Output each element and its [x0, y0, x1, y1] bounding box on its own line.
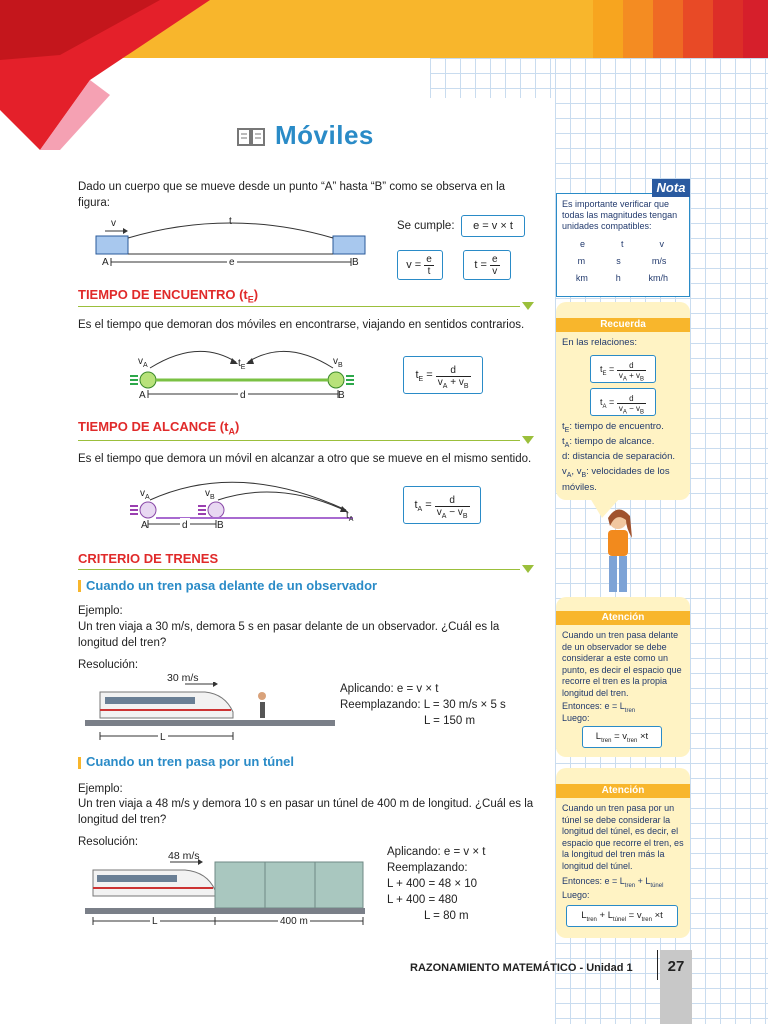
label-A: A — [139, 390, 146, 401]
alcance-text: Es el tiempo que demora un móvil en alcanzar a otro que se mueve en el mismo sentido. — [78, 453, 532, 465]
label-B: B — [338, 390, 345, 401]
book-icon — [237, 126, 267, 148]
label-t: t — [229, 216, 232, 227]
formula-tunel: $L_{tren} + L_{túnel} = v_{tren} \times t$ — [566, 905, 678, 927]
section-divider — [78, 569, 520, 570]
formula-tE: $t_E$ = $\frac{d}{v_A + v_B}$ — [590, 355, 656, 383]
aplicando-text: Aplicando: e = v × t — [387, 846, 486, 858]
section-divider — [78, 306, 520, 307]
alcance-diagram — [128, 478, 358, 534]
triangle-icon — [522, 302, 534, 310]
glossary-v: $v_A$, $v_B$: velocidades de los móviles. — [562, 466, 670, 493]
atencion-entonces: Entonces: $e = L_{tren}$ — [562, 701, 636, 714]
nota-text: Es importante verificar que todas las magnitudes tengan unidades compatibles: — [562, 199, 678, 231]
train-tunnel-diagram — [85, 858, 365, 928]
label-vB: $v_B$ — [333, 356, 343, 369]
label-tA: $t_A$ — [346, 510, 354, 523]
label-vB: $v_B$ — [205, 488, 215, 501]
atencion-header: Atención — [556, 611, 690, 625]
footer-divider — [657, 950, 658, 980]
header-stripe — [683, 0, 713, 58]
section-title-trenes: CRITERIO DE TRENES — [78, 551, 219, 566]
label-v: v — [111, 218, 116, 229]
triangle-icon — [522, 565, 534, 573]
resolucion-label: Resolución: — [78, 659, 139, 671]
label-vA: $v_A$ — [140, 488, 150, 501]
triangle-icon — [522, 436, 534, 444]
formula-tA: $t_A$ = $\frac{d}{v_A - v_B}$ — [590, 388, 656, 416]
resolucion-label: Resolución: — [78, 836, 139, 848]
label-A: A — [141, 520, 148, 531]
speed-label: 30 m/s — [167, 672, 199, 684]
atencion-luego: Luego: — [562, 713, 590, 723]
section-title-alcance: TIEMPO DE ALCANCE $(t_A)$ — [78, 419, 240, 437]
result-text: L = 150 m — [424, 715, 476, 727]
glossary-tA: $t_A$: tiempo de alcance. — [562, 436, 655, 449]
header-stripe — [623, 0, 653, 58]
label-vA: $v_A$ — [138, 356, 148, 369]
reemplazando-text: Reemplazando: L = 30 m/s × 5 s — [340, 699, 506, 711]
label-tunnel-length: 400 m — [278, 914, 310, 930]
formula-v: v = $\frac{e}{t}$ — [397, 250, 443, 280]
label-tE: $t_E$ — [238, 358, 246, 371]
atencion-luego: Luego: — [562, 890, 590, 900]
nota-row: e t v — [579, 239, 664, 249]
formula-tA: $t_A$ = $\frac{d}{v_A - v_B}$ — [403, 486, 481, 524]
recuerda-intro: En las relaciones: — [562, 337, 637, 348]
subsection-title-observador: Cuando un tren pasa delante de un observador — [86, 578, 378, 593]
atencion-text: Cuando un tren pasa por un túnel se debe considerar la longitud del túnel, es decir, el espacio que recorre el tren, es la longitud del tren más la longitud del túnel. — [562, 803, 684, 871]
subsection-marker — [78, 580, 81, 592]
footer-text: RAZONAMIENTO MATEMÁTICO - Unidad 1 — [410, 962, 633, 974]
header-stripe — [653, 0, 683, 58]
label-e: e — [227, 255, 237, 271]
label-A: A — [102, 257, 109, 268]
formula-e: e = v × t — [461, 215, 525, 237]
atencion-entonces: Entonces: $e = L_{tren} + L_{túnel}$ — [562, 876, 664, 889]
ejemplo-label: Ejemplo: — [78, 783, 123, 795]
label-B: B — [217, 520, 224, 531]
subsection-marker — [78, 757, 81, 769]
ejemplo-text: Un tren viaja a 48 m/s y demora 10 s en pasar un túnel de 400 m de longitud. ¿Cuál es la longitud del tren? — [78, 798, 534, 826]
label-d: d — [238, 388, 248, 404]
nota-row: m s m/s — [577, 256, 667, 266]
header-stripe — [593, 0, 623, 58]
encuentro-text: Es el tiempo que demoran dos móviles en encontrarse, viajando en sentidos contrarios. — [78, 319, 525, 331]
ejemplo-text: Un tren viaja a 30 m/s, demora 5 s en pasar delante de un observador. ¿Cuál es la longitud del tren? — [78, 621, 500, 649]
atencion-header: Atención — [556, 784, 690, 798]
glossary-tE: $t_E$: tiempo de encuentro. — [562, 421, 664, 434]
aplicando-text: Aplicando: e = v × t — [340, 683, 439, 695]
formula-tren: $L_{tren} = v_{tren} \times t$ — [582, 726, 662, 748]
atencion-text: Cuando un tren pasa delante de un observador se debe considerar a este como un punto, es decir el espacio que recorre el tren es la propia longitud del tren. — [562, 630, 682, 698]
speed-label: 48 m/s — [168, 850, 200, 862]
page-number: 27 — [667, 958, 685, 975]
formula-tE: $t_E$ = $\frac{d}{v_A + v_B}$ — [403, 356, 483, 394]
label-B: B — [352, 257, 359, 268]
section-title-encuentro: TIEMPO DE ENCUENTRO $(t_E)$ — [78, 287, 259, 305]
section-divider — [78, 440, 520, 441]
nota-table — [562, 238, 682, 289]
equation-line: L + 400 = 480 — [387, 894, 458, 906]
recuerda-header: Recuerda — [556, 318, 690, 332]
page-title: Móviles — [275, 120, 374, 150]
train-observer-diagram — [85, 682, 335, 744]
label-d: d — [180, 518, 190, 534]
nota-row: km h km/h — [575, 273, 669, 283]
formula-t: t = $\frac{e}{v}$ — [463, 250, 511, 280]
label-L: L — [158, 730, 168, 746]
student-illustration — [590, 498, 650, 596]
ejemplo-label: Ejemplo: — [78, 605, 123, 617]
subsection-title-tunel: Cuando un tren pasa por un túnel — [86, 754, 294, 769]
result-text: L = 80 m — [424, 910, 469, 922]
label-L: L — [150, 914, 160, 930]
intro-text: Dado un cuerpo que se mueve desde un punto “A” hasta “B” como se observa en la figura: — [78, 181, 506, 209]
header-stripe — [713, 0, 743, 58]
reemplazando-text: Reemplazando: — [387, 862, 468, 874]
equation-line: L + 400 = 48 × 10 — [387, 878, 478, 890]
header-red-shape — [0, 0, 210, 150]
header-stripe — [743, 0, 768, 58]
se-cumple-label: Se cumple: — [397, 220, 455, 232]
nota-badge: Nota — [652, 179, 690, 197]
glossary-d: d: distancia de separación. — [562, 451, 676, 462]
